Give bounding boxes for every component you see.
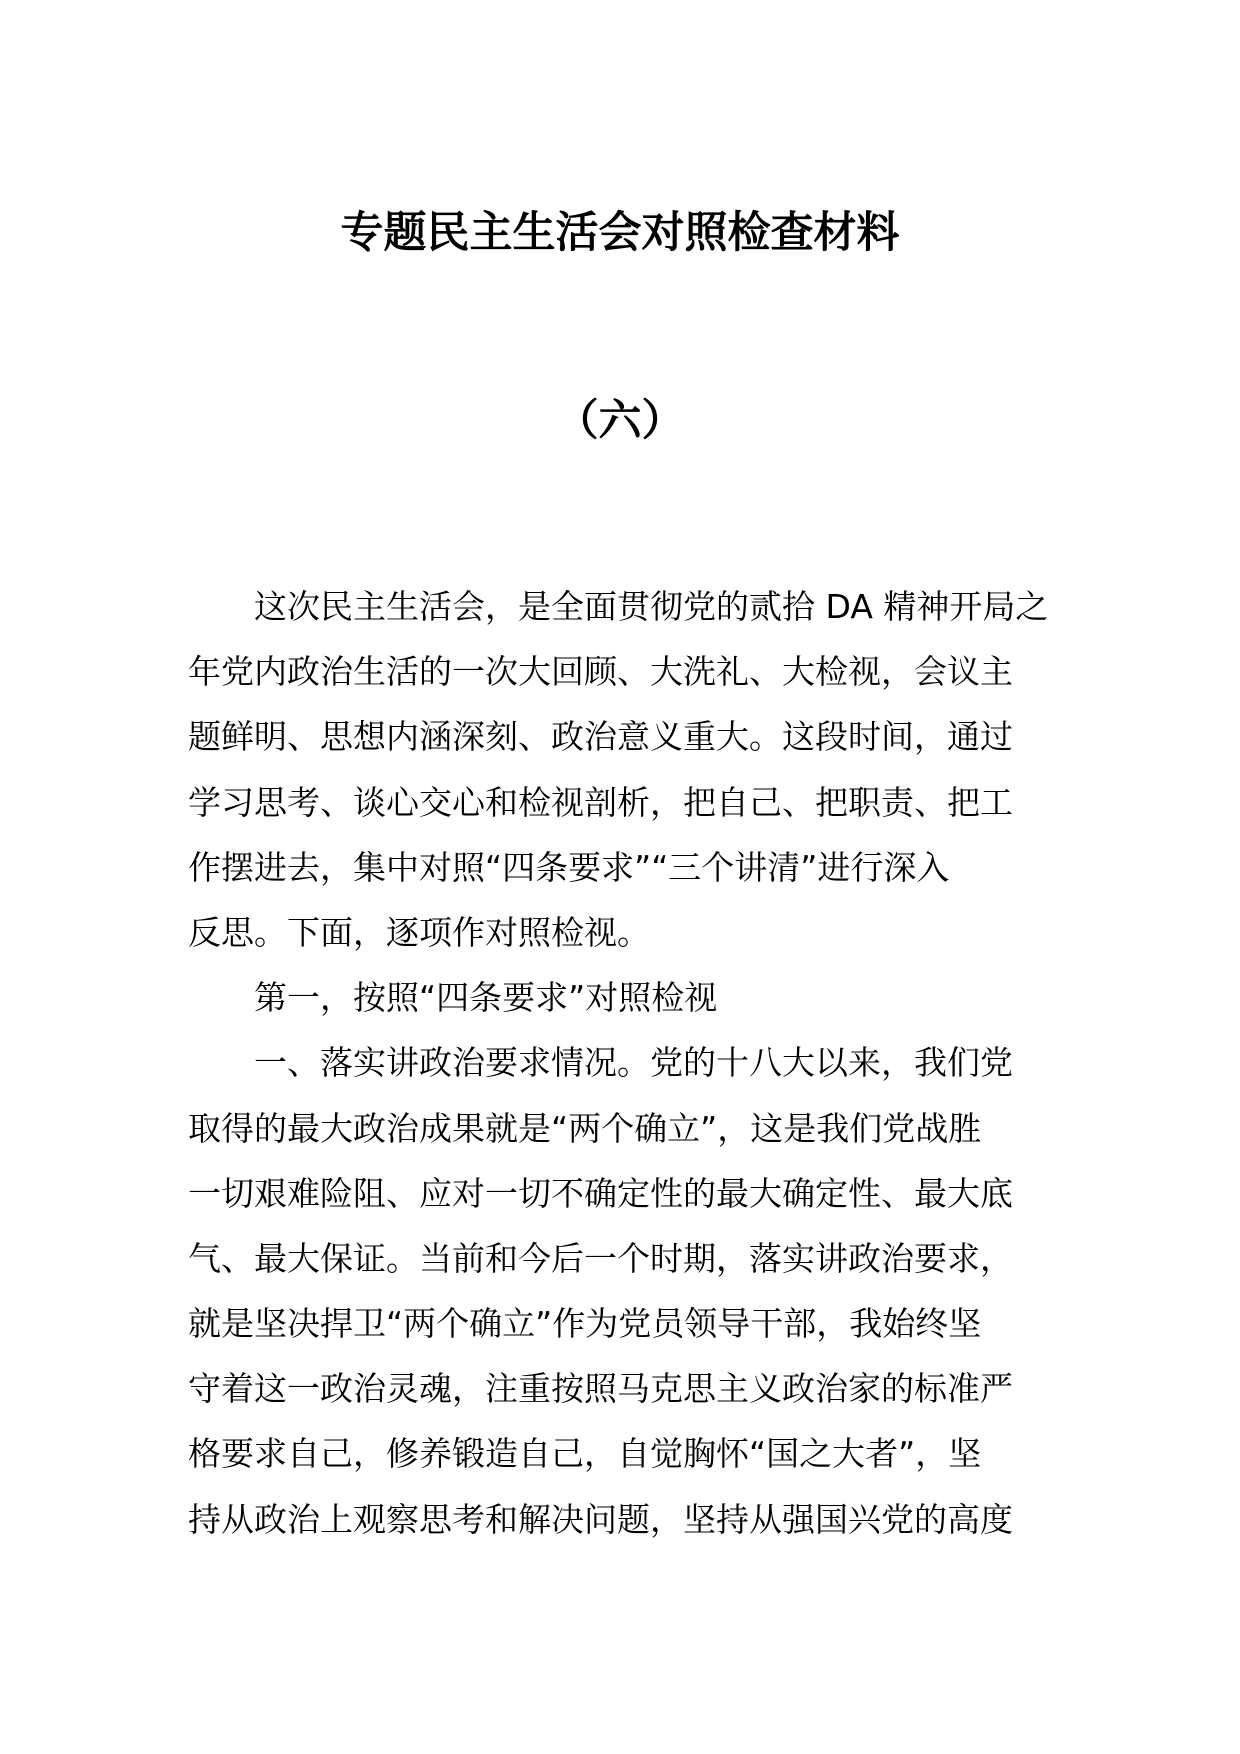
body-line: 题鲜明、思想内涵深刻、政治意义重大。这段时间，通过 xyxy=(188,717,1013,757)
document-subtitle: （六） xyxy=(555,396,685,446)
body-line: 一切艰难险阻、应对一切不确定性的最大确定性、最大底 xyxy=(188,1173,1013,1213)
document-title: 专题民主生活会对照检查材料 xyxy=(340,208,900,258)
body-line: 第一，按照“四条要求”对照检视 xyxy=(254,978,718,1018)
body-line: 学习思考、谈心交心和检视剖析，把自己、把职责、把工 xyxy=(188,782,1013,822)
body-line: 取得的最大政治成果就是“两个确立”，这是我们党战胜 xyxy=(188,1108,982,1148)
body-line: 格要求自己，修养锻造自己，自觉胸怀“国之大者”，坚 xyxy=(188,1434,982,1474)
body-line: 反思。下面，逐项作对照检视。 xyxy=(188,912,650,952)
body-line: 持从政治上观察思考和解决问题，坚持从强国兴党的高度 xyxy=(188,1499,1013,1539)
body-line: 这次民主生活会，是全面贯彻党的贰拾 DA 精神开局之 xyxy=(254,587,1049,626)
document-body xyxy=(188,574,1056,1552)
body-line: 气、最大保证。当前和今后一个时期，落实讲政治要求， xyxy=(188,1238,1013,1278)
body-line: 作摆进去，集中对照“四条要求”“三个讲清”进行深入 xyxy=(188,847,950,887)
body-line: 一、落实讲政治要求情况。党的十八大以来，我们党 xyxy=(254,1043,1013,1083)
body-line: 守着这一政治灵魂，注重按照马克思主义政治家的标准严 xyxy=(188,1369,1013,1409)
body-line: 就是坚决捍卫“两个确立”作为党员领导干部，我始终坚 xyxy=(188,1304,982,1344)
body-line: 年党内政治生活的一次大回顾、大洗礼、大检视，会议主 xyxy=(188,652,1013,692)
